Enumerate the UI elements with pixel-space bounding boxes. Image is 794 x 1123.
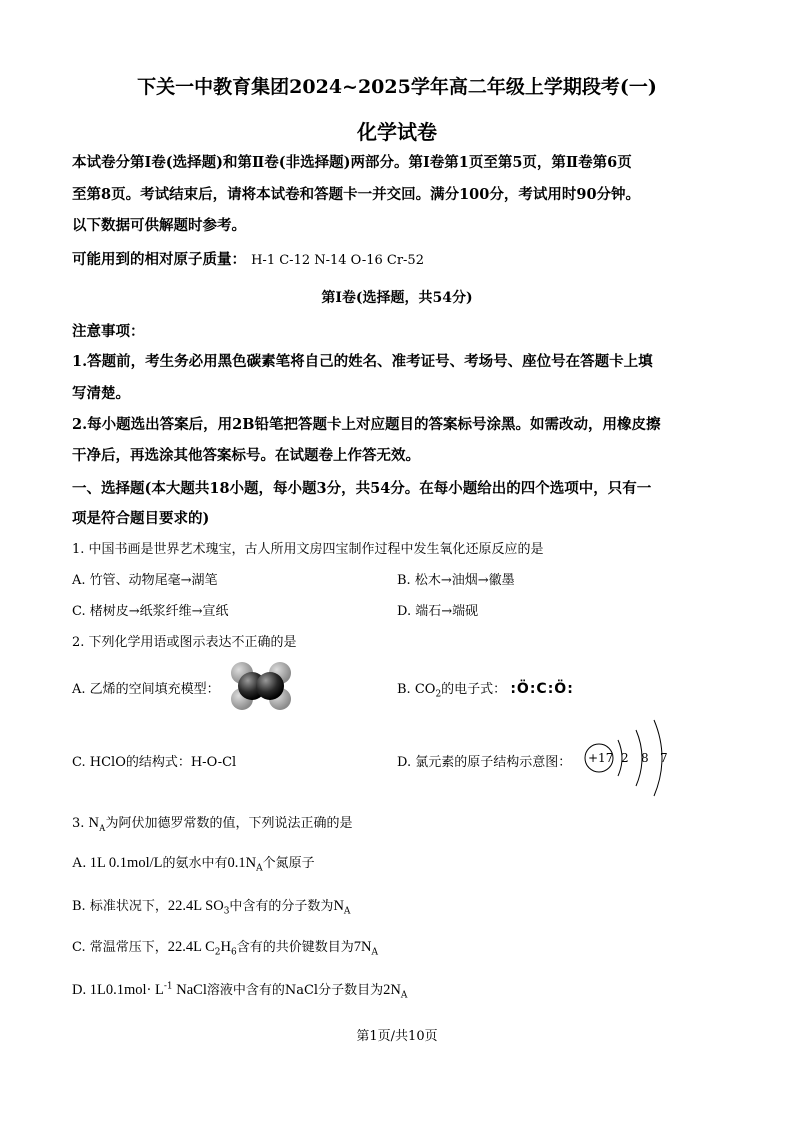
question-3-number: 3. bbox=[72, 816, 85, 831]
question-1-option-d: D. 端石→端砚 bbox=[397, 604, 479, 619]
question-3-option-d: D. $1L0.1mol\cdot L^{-1}$ NaCl溶液中含有的NaCl分子数目为$2N_A$ bbox=[72, 981, 408, 1001]
notes-title: 注意事项： bbox=[72, 323, 145, 340]
question-2-stem: 2. 下列化学用语或图示表达不正确的是 bbox=[72, 635, 297, 650]
question-3-option-b: B. 标准状况下，22.4L $SO_3$中含有的分子数为$N_A$ bbox=[72, 898, 351, 917]
shell-3-electrons: 7 bbox=[660, 751, 668, 765]
question-1-option-c: C. 楮树皮→纸浆纤维→宣纸 bbox=[72, 604, 229, 619]
part-heading-line-2: 项是符合题目要求的) bbox=[72, 510, 210, 527]
question-1-option-b: B. 松木→油烟→徽墨 bbox=[397, 573, 515, 588]
question-2-option-a: A. 乙烯的空间填充模型： bbox=[72, 682, 220, 697]
question-2-option-b bbox=[397, 678, 574, 700]
option-b-suffix: 的电子式： bbox=[441, 682, 507, 697]
note-2-line-2: 干净后，再选涂其他答案标号。在试题卷上作答无效。 bbox=[72, 447, 420, 464]
note-1-line-2: 写清楚。 bbox=[72, 385, 130, 402]
option-b-sub: 2 bbox=[435, 689, 442, 700]
intro-line-2: 至第8页。考试结束后，请将本试卷和答题卡一并交回。满分100分，考试用时90分钟。 bbox=[72, 186, 641, 203]
ethylene-space-filling-model bbox=[230, 661, 292, 711]
option-b-prefix: B. CO bbox=[397, 682, 436, 697]
atomic-mass-label: 可能用到的相对原子质量： bbox=[72, 251, 246, 268]
atomic-mass-values: H-1 C-12 N-14 O-16 Cr-52 bbox=[251, 253, 424, 268]
shell-2-electrons: 8 bbox=[641, 751, 649, 765]
co2-electron-formula: :Ö:C:Ö: bbox=[510, 681, 574, 697]
atomic-mass-row bbox=[72, 248, 424, 269]
shell-1-electrons: 2 bbox=[621, 751, 629, 765]
section-heading: 第Ⅰ卷(选择题，共54分) bbox=[321, 290, 473, 306]
question-2-option-d: D. 氯元素的原子结构示意图： bbox=[397, 755, 572, 770]
intro-line-3: 以下数据可供解题时参考。 bbox=[72, 217, 246, 234]
part-heading-line-1: 一、选择题(本大题共18小题，每小题3分，共54分。在每小题给出的四个选项中，只有一 bbox=[72, 480, 652, 497]
question-1-option-a: A. 竹管、动物尾毫→湖笔 bbox=[72, 573, 218, 588]
page-title: 下关一中教育集团2024~2025学年高二年级上学期段考(一) bbox=[137, 76, 657, 98]
question-3-stem-text: 为阿伏加德罗常数的值，下列说法正确的是 bbox=[105, 816, 353, 831]
question-1-stem: 1. 中国书画是世界艺术瑰宝，古人所用文房四宝制作过程中发生氧化还原反应的是 bbox=[72, 542, 544, 557]
note-2-line-1: 2.每小题选出答案后，用2B铅笔把答题卡上对应题目的答案标号涂黑。如需改动，用橡皮擦 bbox=[72, 416, 661, 433]
intro-line-1: 本试卷分第Ⅰ卷(选择题)和第Ⅱ卷(非选择题)两部分。第Ⅰ卷第1页至第5页，第Ⅱ卷第6页 bbox=[72, 154, 632, 171]
nucleus-charge: +17 bbox=[588, 751, 614, 765]
note-1-line-1: 1.答题前，考生务必用黑色碳素笔将自己的姓名、准考证号、考场号、座位号在答题卡上填 bbox=[72, 353, 653, 370]
question-3-option-a: A. 1L 0.1mol/L的氨水中有$0.1N_A$个氮原子 bbox=[72, 855, 315, 874]
na-symbol: $N_A$ bbox=[88, 815, 106, 833]
question-3-stem bbox=[72, 812, 353, 833]
question-3-option-c: C. 常温常压下，22.4L $C_2H_6$含有的共价键数目为$7N_A$ bbox=[72, 939, 378, 958]
page-subtitle: 化学试卷 bbox=[357, 120, 437, 144]
page-number: 第1页/共10页 bbox=[356, 1029, 438, 1044]
question-2-option-c: C. HClO的结构式：H-O-Cl bbox=[72, 755, 237, 770]
